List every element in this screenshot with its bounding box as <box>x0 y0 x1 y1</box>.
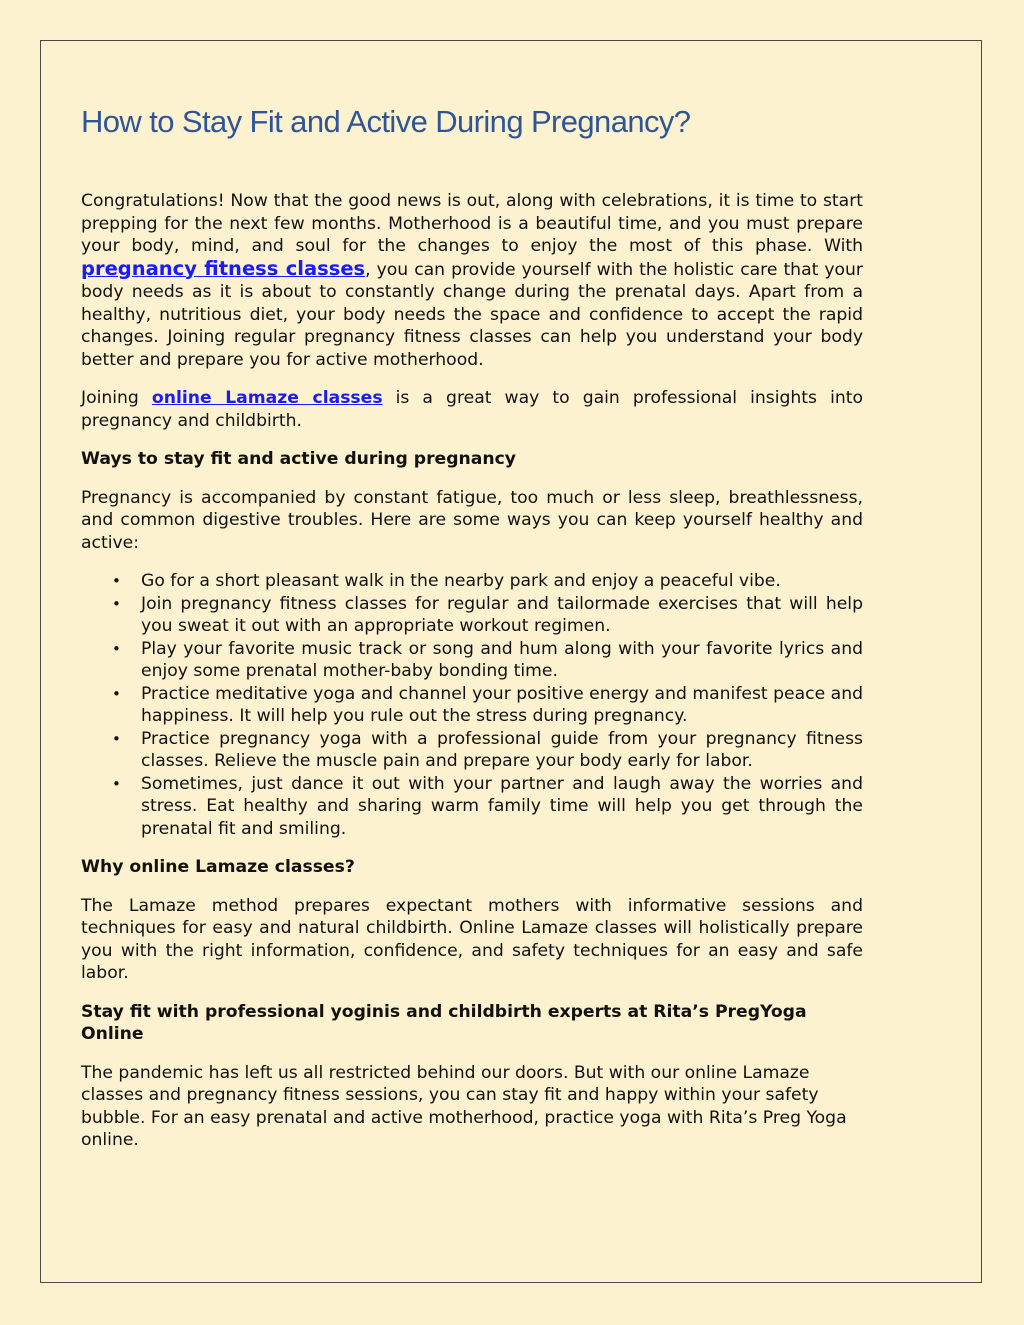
intro-text-before: Congratulations! Now that the good news is out, along with celebrations, it is time to start prepping for the next few months. Motherhood is a beautiful time, and you must prepare your body, mind, and soul for the changes to enjoy the most of this phase. With <box>81 191 863 256</box>
list-item <box>112 570 863 593</box>
online-lamaze-classes-link[interactable]: online Lamaze classes <box>151 388 383 408</box>
section-body-stay-fit: The pandemic has left us all restricted behind our doors. But with our online Lamaze classes and pregnancy fitness sessions, you can stay fit and happy within your safety bubble. For an easy prenatal and active motherhood, practice yoga with Rita’s Preg Yoga online. <box>81 1062 847 1150</box>
tips-list <box>81 570 863 840</box>
pregnancy-fitness-classes-link[interactable]: pregnancy fitness classes <box>81 256 366 280</box>
list-item <box>112 773 863 841</box>
section-body-ways: Pregnancy is accompanied by constant fatigue, too much or less sleep, breathlessness, and common digestive troubles. Here are some ways you can keep yourself healthy and active: <box>81 487 863 553</box>
list-item-text: Go for a short pleasant walk in the nearby park and enjoy a peaceful vibe. <box>141 571 781 591</box>
section-body-why-lamaze: The Lamaze method prepares expectant mothers with informative sessions and techniques for easy and natural childbirth. Online Lamaze classes will holistically prepare you with the right information, confidence, and safety techniques for an easy and safe labor. <box>81 895 863 983</box>
article-body <box>81 190 863 1168</box>
bullet-icon: • <box>112 684 121 703</box>
list-item <box>112 593 863 638</box>
section-heading-stay-fit: Stay fit with professional yoginis and childbirth experts at Rita’s PregYoga Online <box>81 1001 807 1044</box>
lamaze-paragraph <box>81 387 863 432</box>
list-item-text: Sometimes, just dance it out with your partner and laugh away the worries and stress. Eat healthy and sharing warm family time will help you get through the prenatal fit and smiling. <box>141 773 863 839</box>
bullet-icon: • <box>112 639 121 658</box>
bullet-icon: • <box>112 774 121 793</box>
list-item-text: Practice meditative yoga and channel your positive energy and manifest peace and happiness. It will help you rule out the stress during pregnancy. <box>141 683 863 726</box>
bullet-icon: • <box>112 729 121 748</box>
lamaze-text-before: Joining <box>81 388 152 408</box>
list-item <box>112 728 863 773</box>
intro-text-after: , you can provide yourself with the holistic care that your body needs as it is about to constantly change during the prenatal days. Apart from a healthy, nutritious diet, your body needs the space and confidence to accept the rapid changes. Joining regular pregnancy fitness classes can help you understand your body better and prepare you for active motherhood. <box>81 259 863 370</box>
list-item <box>112 638 863 683</box>
list-item <box>112 683 863 728</box>
section-heading-ways: Ways to stay fit and active during pregnancy <box>81 449 516 469</box>
list-item-text: Join pregnancy fitness classes for regular and tailormade exercises that will help you sweat it out with an appropriate workout regimen. <box>141 593 863 636</box>
bullet-icon: • <box>112 572 121 590</box>
bullet-icon: • <box>112 594 121 613</box>
intro-paragraph <box>81 190 863 371</box>
section-heading-why-lamaze: Why online Lamaze classes? <box>81 857 355 877</box>
list-item-text: Play your favorite music track or song and hum along with your favorite lyrics and enjoy some prenatal mother-baby bonding time. <box>141 638 863 681</box>
lamaze-text-after: is a great way to gain professional insights into pregnancy and childbirth. <box>81 388 863 431</box>
page-title: How to Stay Fit and Active During Pregnancy? <box>81 104 691 139</box>
list-item-text: Practice pregnancy yoga with a professional guide from your pregnancy fitness classes. Relieve the muscle pain and prepare your body early for labor. <box>141 728 863 771</box>
